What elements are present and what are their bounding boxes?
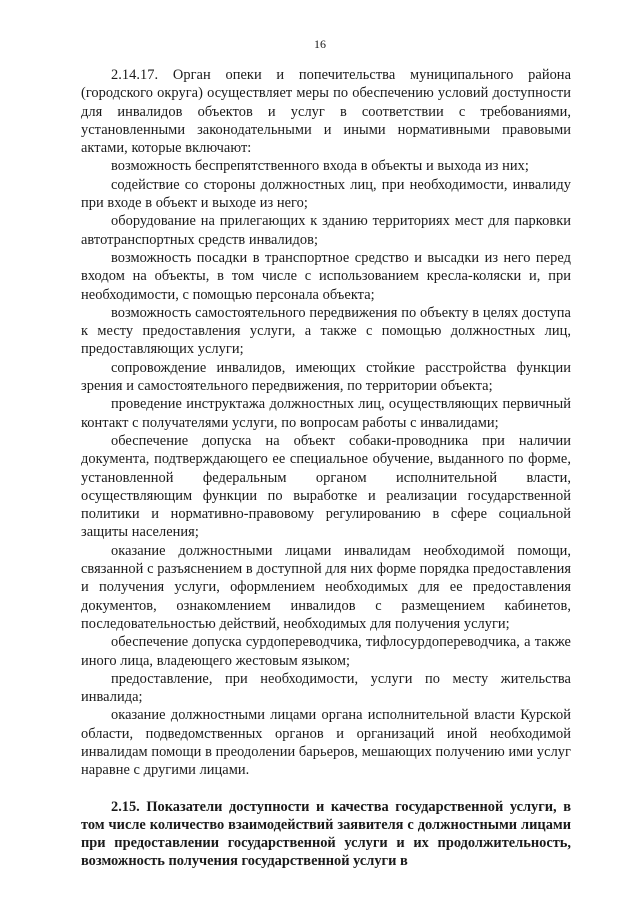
paragraph-item: обеспечение допуска сурдопереводчика, тифлосурдопереводчика, а также иного лица, владеющего жестовым языком; — [81, 634, 571, 669]
paragraph-item: оборудование на прилегающих к зданию территориях мест для парковки автотранспортных средств инвалидов; — [81, 213, 571, 248]
paragraph-item: содействие со стороны должностных лиц, при необходимости, инвалиду при входе в объект и выходе из него; — [81, 176, 571, 212]
paragraph-item: оказание должностными лицами органа исполнительной власти Курской области, подведомственных органов и организаций иной необходимой инвалидам помощи в преодолении барьеров, мешающих получению ими услуг наравне с другими лицами. — [81, 707, 571, 779]
paragraph-item: предоставление, при необходимости, услуги по месту жительства инвалида; — [81, 670, 571, 706]
paragraph-item: проведение инструктажа должностных лиц, осуществляющих первичный контакт с получателями услуги, по вопросам работы с инвалидами; — [81, 396, 571, 431]
section-heading: 2.15. Показатели доступности и качества государственной услуги, в том числе количество взаимодействий заявителя с должностными лицами при предоставлении государственной услуги и их продолжительность, возможность получения государственной услуги в — [81, 798, 571, 870]
paragraph-item: возможность посадки в транспортное средство и высадки из него перед входом на объекты, в том числе с использованием кресла-коляски и, при необходимости, с помощью персонала объекта; — [81, 249, 571, 303]
paragraph-item: обеспечение допуска на объект собаки-проводника при наличии документа, подтверждающего ее специальное обучение, выданного по форме, установленной федеральным органом исполнительной власти, осуществляющим функции по выработке и реализации государственной политики и нормативно-правовому регулированию в сфере социальной защиты населения; — [81, 432, 571, 541]
paragraph-item: оказание должностными лицами инвалидам необходимой помощи, связанной с разъяснением в доступной для них форме порядка предоставления и получения услуги, оформлением необходимых для ее предоставления документов, ознакомлением инвалидов с размещением кабинетов, последовательностью действий, необходимых для получения услуги; — [81, 542, 571, 632]
page-number: 16 — [314, 37, 326, 51]
paragraph-item: сопровождение инвалидов, имеющих стойкие расстройства функции зрения и самостоятельного передвижения, по территории объекта; — [81, 359, 571, 395]
page-body — [81, 66, 571, 871]
paragraph-item: возможность беспрепятственного входа в объекты и выхода из них; — [111, 158, 529, 175]
paragraph-intro: 2.14.17. Орган опеки и попечительства муниципального района (городского округа) осуществляет меры по обеспечению условий доступности для инвалидов объектов и услуг в соответствии с требованиями, установленными законодательными и иными нормативными правовыми актами, которые включают: — [81, 67, 571, 157]
paragraph-item: возможность самостоятельного передвижения по объекту в целях доступа к месту предоставления услуги, а также с помощью должностных лиц, предоставляющих услуги; — [81, 304, 571, 358]
